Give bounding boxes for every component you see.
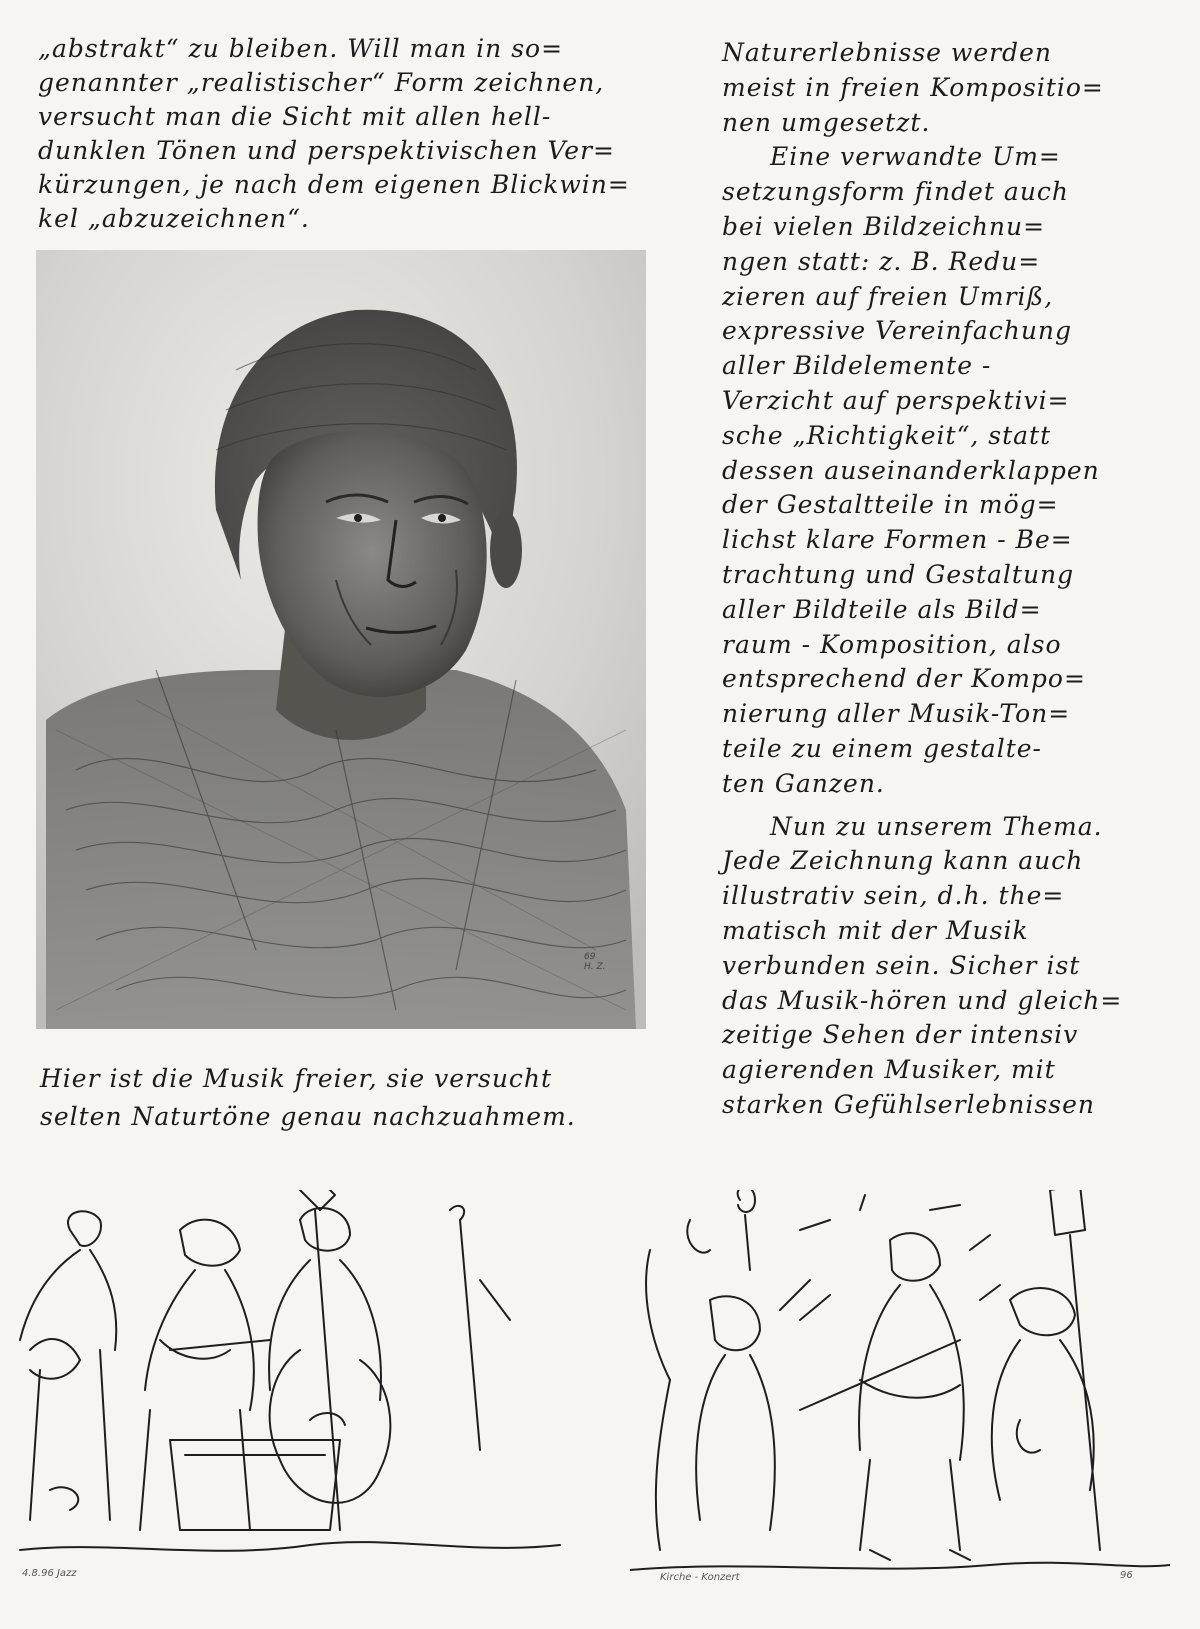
column-line: Jede Zeichnung kann auch [722,846,1084,876]
column-line: Nun zu unserem Thema. [770,811,1103,841]
column-line: entsprechend der Kompo= [722,664,1086,694]
column-line: Eine verwandte Um= [770,142,1061,172]
column-line: das Musik-hören und gleich= [722,985,1123,1015]
intro-line: „abstrakt“ zu bleiben. Will man in so= [38,34,564,63]
column-line: meist in freien Kompositio= [722,72,1104,102]
right-text-column [722,36,1162,1123]
caption-line: Hier ist die Musik freier, sie versucht [40,1064,553,1093]
column-line: nen umgesetzt. [722,107,931,137]
column-line: der Gestaltteile in mög= [722,490,1059,520]
column-line: aller Bildelemente - [722,351,992,381]
church-concert-sketch [630,1190,1170,1590]
column-line: zeitige Sehen der intensiv [722,1020,1079,1050]
column-line: matisch mit der Musik [722,915,1029,945]
page-number: 96 [1120,1570,1133,1581]
column-line: ten Ganzen. [722,768,885,798]
column-line: zieren auf freien Umriß, [722,281,1054,311]
portrait-signature: 69 H. Z. [584,952,606,972]
portrait-sketch [36,250,646,1029]
portrait-drawing [36,250,646,1029]
intro-line: kürzungen, je nach dem eigenen Blickwin= [38,170,630,199]
column-line: Naturerlebnisse werden [722,38,1052,67]
column-line: setzungsform findet auch [722,177,1070,207]
column-line: sche „Richtigkeit“, statt [722,420,1052,450]
column-line: teile zu einem gestalte- [722,733,1042,763]
column-line: expressive Vereinfachung [722,316,1073,346]
intro-line: versucht man die Sicht mit allen hell- [38,102,552,131]
column-line: illustrativ sein, d.h. the= [722,881,1065,911]
sketch-title-note: Kirche - Konzert [660,1572,740,1583]
sketch-date-note: 4.8.96 Jazz [22,1568,77,1579]
intro-line: kel „abzuzeichnen“. [38,204,310,233]
intro-text [38,32,668,236]
column-line: dessen auseinanderklappen [722,455,1100,485]
column-line: agierenden Musiker, mit [722,1055,1056,1085]
column-line: trachtung und Gestaltung [722,559,1075,589]
intro-line: dunklen Tönen und perspektivischen Ver= [38,136,615,165]
portrait-caption [40,1060,660,1136]
jazz-musicians-sketch [10,1190,570,1590]
column-line: raum - Komposition, also [722,629,1062,659]
caption-line: selten Naturtöne genau nachzuahmem. [40,1102,576,1131]
column-line: ngen statt: z. B. Redu= [722,246,1041,276]
column-line: bei vielen Bildzeichnu= [722,211,1046,241]
column-line: starken Gefühlserlebnissen [722,1089,1095,1119]
church-sketch-lines [630,1190,1170,1590]
column-line: aller Bildteile als Bild= [722,594,1042,624]
column-line: nierung aller Musik-Ton= [722,699,1071,729]
column-line: lichst klare Formen - Be= [722,525,1073,555]
intro-line: genannter „realistischer“ Form zeichnen, [38,68,605,97]
column-line: verbunden sein. Sicher ist [722,950,1081,980]
jazz-sketch-lines [10,1190,570,1590]
column-line: Verzicht auf perspektivi= [722,385,1070,415]
